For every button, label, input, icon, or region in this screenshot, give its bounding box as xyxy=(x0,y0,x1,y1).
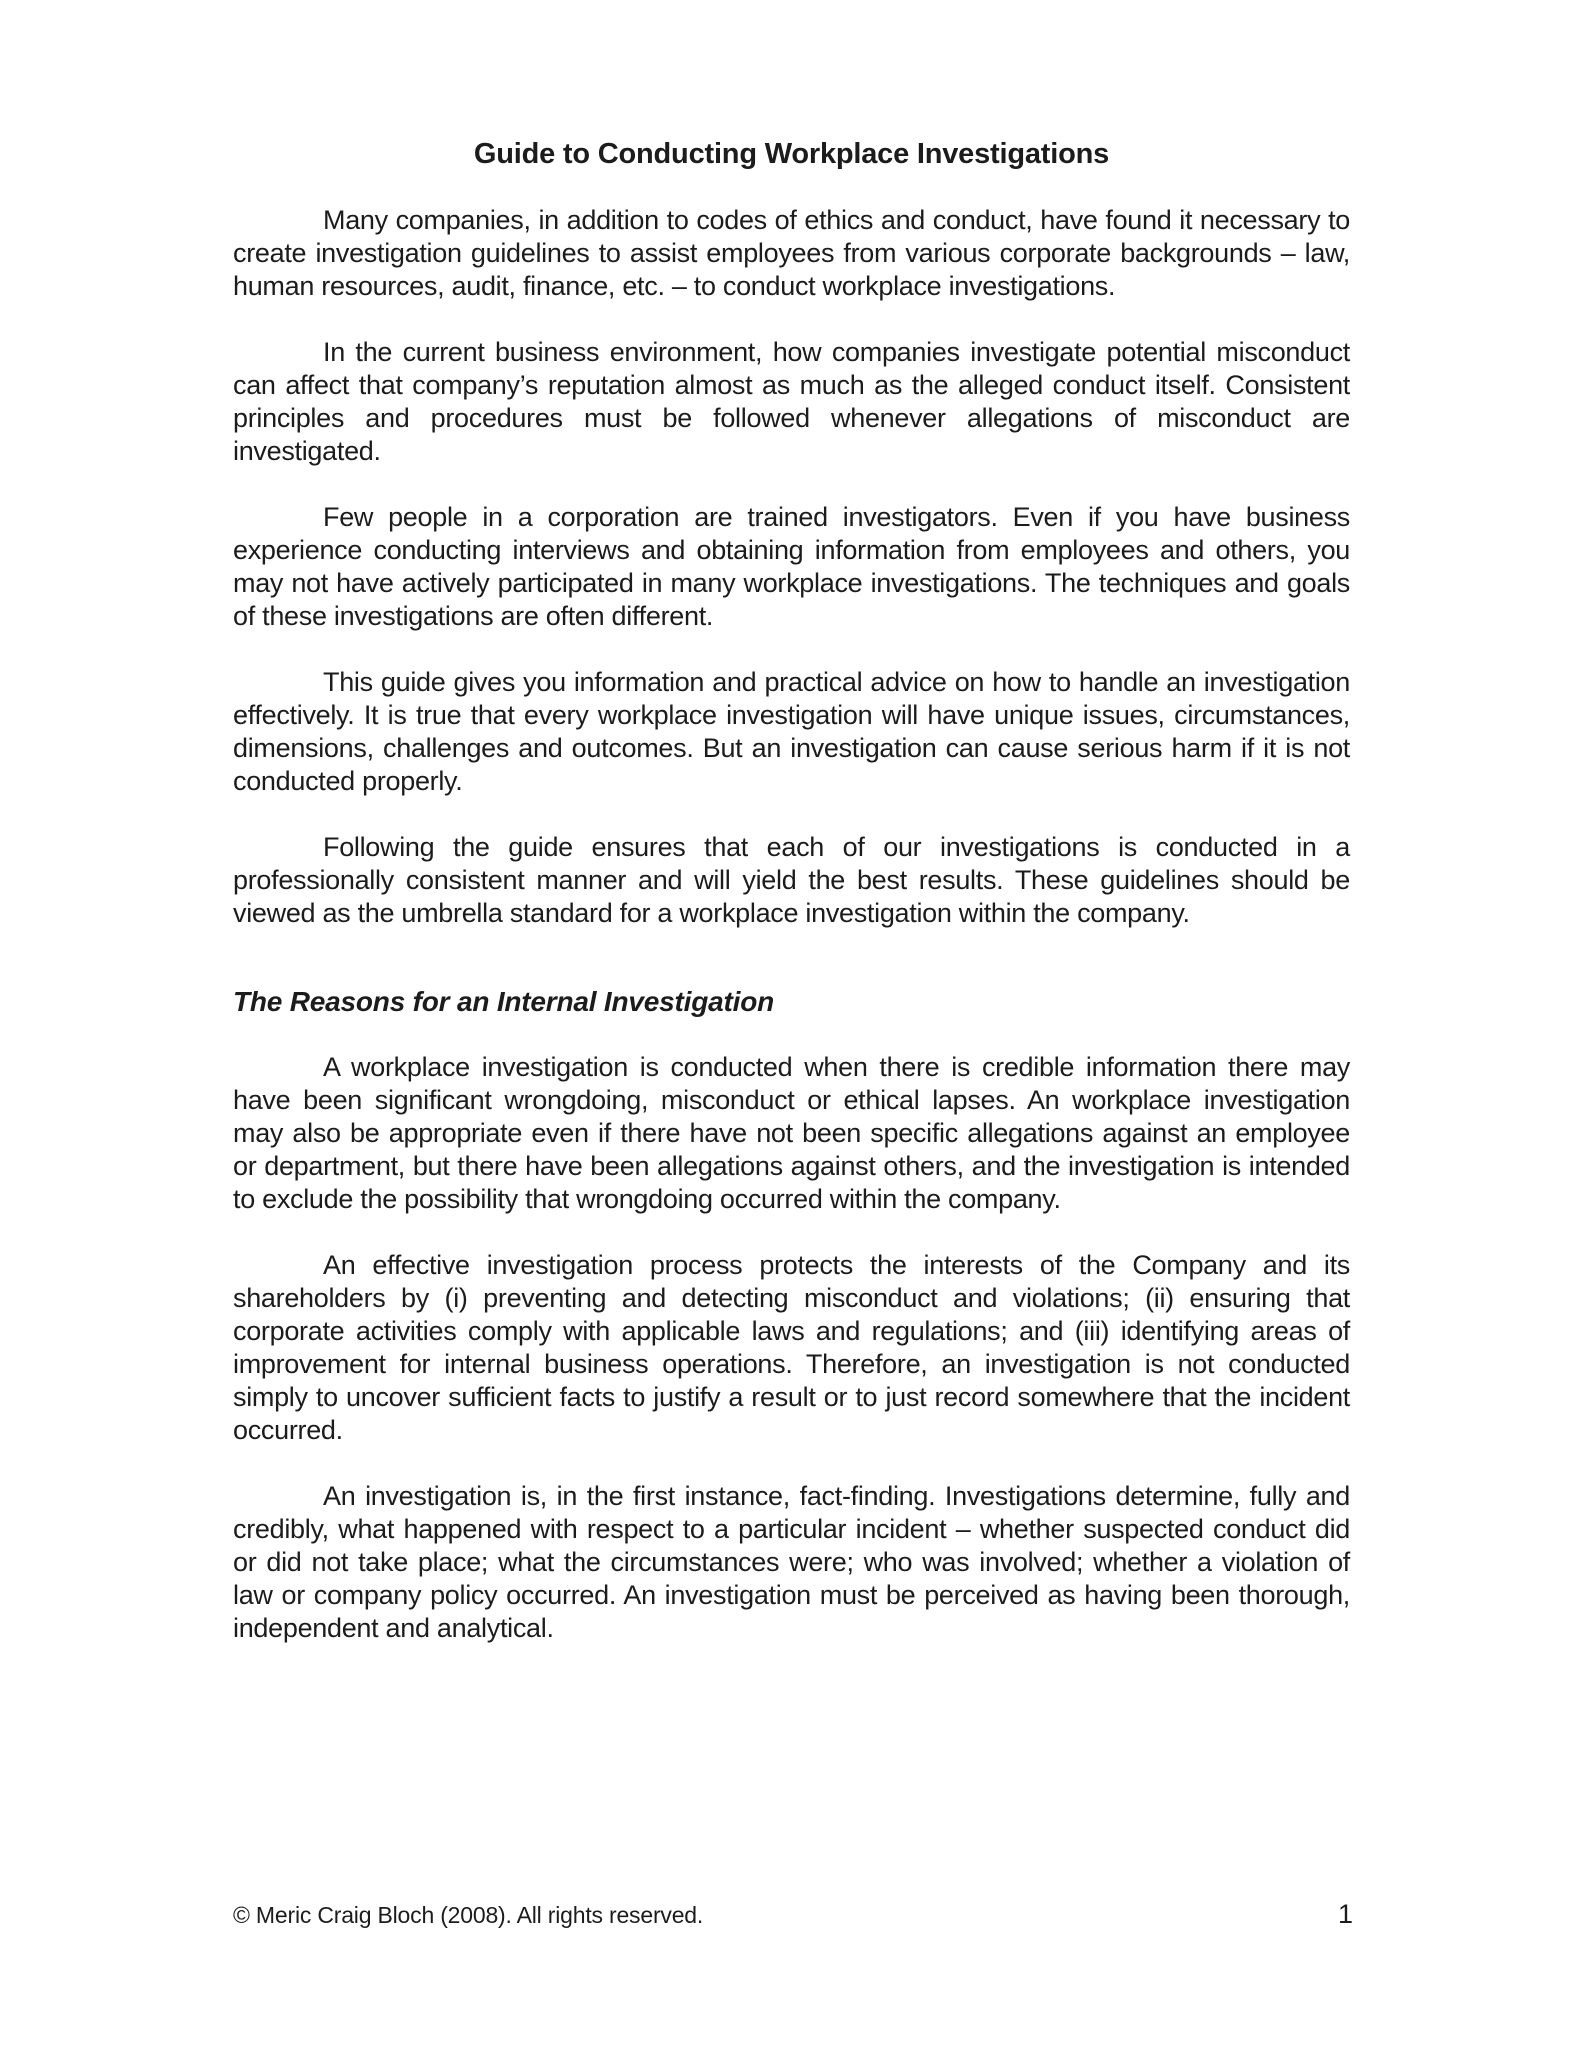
page-number: 1 xyxy=(1337,1899,1353,1929)
intro-paragraph-1: Many companies, in addition to codes of ethics and conduct, have found it necessary to create investigation guidelines to assist employees from various corporate backgrounds – law, human resources, audit, finance, etc. – to conduct workplace investigations. xyxy=(233,205,1350,301)
intro-paragraph-3: Few people in a corporation are trained investigators. Even if you have business experience conducting interviews and obtaining information from employees and others, you may not have actively participated in many workplace investigations. The techniques and goals of these investigations are often different. xyxy=(233,502,1350,631)
section-paragraph-1: A workplace investigation is conducted when there is credible information there may have been significant wrongdoing, misconduct or ethical lapses. An workplace investigation may also be appropriate even if there have not been specific allegations against an employee or department, but there have been allegations against others, and the investigation is intended to exclude the possibility that wrongdoing occurred within the company. xyxy=(233,1052,1350,1214)
section-heading: The Reasons for an Internal Investigation xyxy=(233,986,775,1017)
copyright-notice: © Meric Craig Bloch (2008). All rights reserved. xyxy=(233,1902,704,1928)
intro-paragraph-2: In the current business environment, how companies investigate potential misconduct can affect that company’s reputation almost as much as the alleged conduct itself. Consistent principles and procedures must be followed whenever allegations of misconduct are investigated. xyxy=(233,337,1350,466)
intro-paragraph-5: Following the guide ensures that each of our investigations is conducted in a professionally consistent manner and will yield the best results. These guidelines should be viewed as the umbrella standard for a workplace investigation within the company. xyxy=(233,832,1350,928)
intro-paragraph-4: This guide gives you information and practical advice on how to handle an investigation effectively. It is true that every workplace investigation will have unique issues, circumstances, dimensions, challenges and outcomes. But an investigation can cause serious harm if it is not conducted properly. xyxy=(233,667,1350,796)
section-paragraph-3: An investigation is, in the first instance, fact-finding. Investigations determine, fully and credibly, what happened with respect to a particular incident – whether suspected conduct did or did not take place; what the circumstances were; who was involved; whether a violation of law or company policy occurred. An investigation must be perceived as having been thorough, independent and analytical. xyxy=(233,1481,1350,1643)
section-paragraph-2: An effective investigation process protects the interests of the Company and its shareholders by (i) preventing and detecting misconduct and violations; (ii) ensuring that corporate activities comply with applicable laws and regulations; and (iii) identifying areas of improvement for internal business operations. Therefore, an investigation is not conducted simply to uncover sufficient facts to justify a result or to just record somewhere that the incident occurred. xyxy=(233,1250,1350,1445)
page-footer xyxy=(233,1899,1353,1930)
page-title: Guide to Conducting Workplace Investigations xyxy=(473,138,1110,170)
